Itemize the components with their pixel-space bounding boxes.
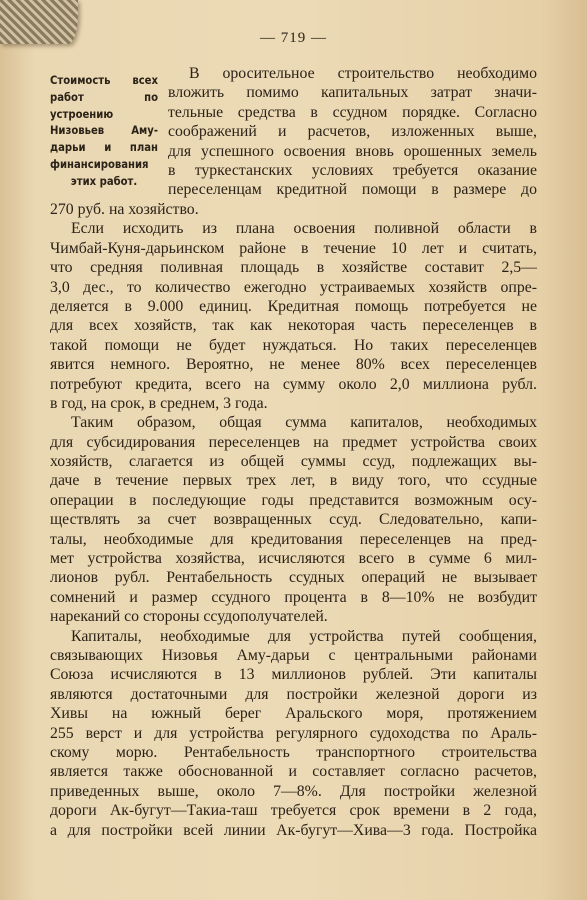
paragraph (50, 200, 537, 219)
text-line: Таким образом, общая сумма капиталов, необходимых (71, 414, 537, 432)
text-line: для успешного освоения вновь орошенных земель (168, 142, 537, 160)
text-line: тельные средства в ссудном порядке. Согласно (168, 103, 537, 121)
text-line: в туркестанских условиях требуется оказание (168, 161, 537, 179)
paragraph (50, 627, 537, 840)
text-line: лионов рубл. Рентабельность ссудных операций не вызывает (50, 569, 537, 587)
text-line: связывающих Низовья Аму-дарьи с центральными районами (50, 646, 537, 664)
text-line: Хивы на южный берег Аральского моря, протяжением (50, 705, 537, 723)
text-line: мет устройства хозяйства, исчисляются всего в сумме 6 мил- (50, 550, 537, 568)
paragraph (50, 413, 537, 626)
text-line: для всех хозяйств, так как некоторая часть переселенцев в (50, 317, 537, 335)
text-line: переселенцам кредитной помощи в размере до (168, 181, 537, 199)
text-line: 3,0 дес., то количество ежегодно устраиваемых хозяйств опре- (50, 278, 537, 296)
text-line: соображений и расчетов, изложенных выше, (168, 123, 537, 141)
margin-note: Стоимость всех работ по устроению Низовьев Аму-дарьи и план финансирования этих работ. (50, 74, 158, 188)
text-line: приведенных выше, около 7—8%. Для постройки железной (50, 782, 537, 800)
text-line: деляется в 9.000 единиц. Кредитная помощь потребуется не (50, 297, 537, 315)
text-line: явится немного. Вероятно, не менее 80% всех переселенцев (50, 356, 537, 374)
text-line: 270 руб. на хозяйство. (50, 201, 199, 218)
text-line: даче в течение первых трех лет, в виду того, что ссудные (50, 472, 537, 490)
text-line: является также обоснованной и составляет согласно расчетов, (50, 763, 537, 781)
text-line: хозяйств, слагается из общей суммы ссуд, подлежащих вы- (50, 453, 537, 471)
text-line: дороги Ак-бугут—Такиа-таш требуется срок времени в 2 года, (50, 802, 537, 820)
paragraph (50, 219, 537, 413)
text-line: 255 верст и для устройства регулярного судоходства по Араль- (50, 724, 537, 742)
text-line: потребуют кредита, всего на сумму около 2,0 миллиона рубл. (50, 375, 537, 393)
text-line: а для постройки всей линии Ак-бугут—Хива—3 года. Постройка (50, 821, 537, 839)
page-number: — 719 — (260, 30, 327, 46)
text-line: операции в последующие годы представится возможным осу- (50, 491, 537, 509)
text-line: талы, необходимые для кредитования переселенцев на пред- (50, 530, 537, 548)
text-line: Если исходить из плана освоения поливной области в (71, 220, 537, 238)
text-line: являются достаточными для постройки железной дороги из (50, 685, 537, 703)
text-line: В оросительное строительство необходимо (189, 65, 537, 82)
text-line: Союза исчисляются в 13 миллионов рублей. Эти капиталы (50, 666, 537, 684)
text-line: сомнений и размер ссудного процента в 8—10% не возбудит (50, 588, 537, 606)
text-line: в год, на срок, в среднем, 3 года. (50, 394, 268, 412)
intro-block (168, 64, 537, 200)
text-line: что средняя поливная площадь в хозяйстве составит 2,5— (50, 259, 537, 277)
text-line: Капиталы, необходимые для устройства путей сообщения, (71, 627, 537, 645)
text-line: нареканий со стороны ссудополучателей. (50, 608, 328, 626)
text-line: вложить помимо капитальных затрат значи- (168, 84, 537, 102)
text-line: Чимбай-Куня-дарьинском районе в течение 10 лет и считать, (50, 239, 537, 257)
text-line: ществлять за счет возвращенных ссуд. Следовательно, капи- (50, 511, 537, 529)
text-line: такой помощи не будет нуждаться. Но таких переселенцев (50, 336, 537, 354)
text-line: для субсидирования переселенцев на предмет устройства своих (50, 433, 537, 451)
text-line: скому морю. Рентабельность транспортного строительства (50, 743, 537, 761)
body-text (50, 200, 537, 840)
